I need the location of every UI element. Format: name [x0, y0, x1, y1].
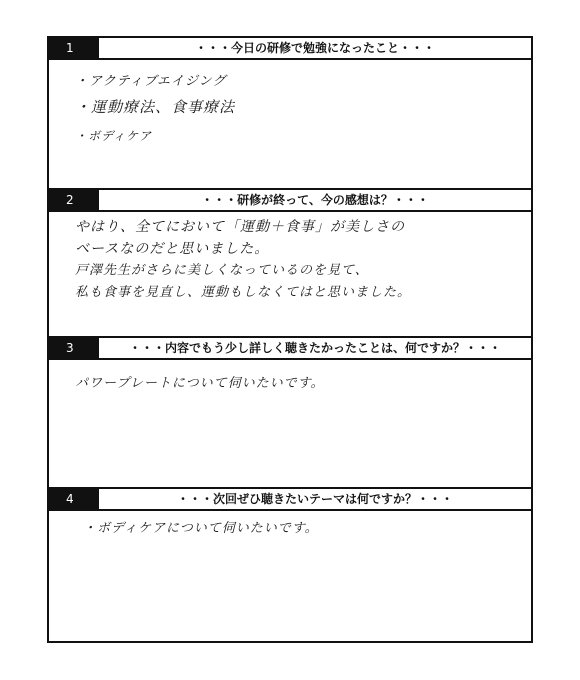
section-4-question: ・・・次回ぜひ聴きたいテーマは何ですか？・・・	[176, 492, 453, 506]
section-3-number: 3	[49, 338, 99, 358]
section-3-header	[49, 338, 531, 360]
answer-line: 私も食事を見直し、運動もしなくてはと思いました。	[75, 285, 412, 300]
section-2-number: 2	[49, 190, 99, 210]
answer-line: パワープレートについて伺いたいです。	[75, 376, 325, 391]
answer-line: やはり、全てにおいて「運動＋食事」が美しさの	[75, 219, 405, 235]
section-2-header	[49, 190, 531, 212]
section-2	[49, 190, 531, 336]
section-4	[49, 489, 531, 641]
section-3	[49, 338, 531, 487]
answer-line: ベースなのだと思いました。	[75, 241, 270, 257]
section-4-header	[49, 489, 531, 511]
answer-line: ・アクティブエイジング	[75, 74, 227, 89]
answer-line: ・運動療法、食事療法	[75, 98, 236, 116]
answer-line: ・ボディケア	[75, 129, 153, 143]
answer-line: 戸澤先生がさらに美しくなっているのを見て、	[75, 263, 369, 278]
section-2-question: ・・・研修が終って、今の感想は？・・・	[201, 193, 429, 207]
section-1-number: 1	[49, 38, 99, 58]
answer-line: ・ボディケアについて伺いたいです。	[83, 521, 319, 536]
section-1-header	[49, 38, 531, 60]
section-4-number: 4	[49, 489, 99, 509]
section-1	[49, 38, 531, 188]
section-1-question: ・・・今日の研修で勉強になったこと・・・	[194, 41, 435, 55]
section-3-question: ・・・内容でもう少し詳しく聴きたかったことは、何ですか？・・・	[128, 341, 501, 355]
survey-sheet	[47, 36, 533, 643]
